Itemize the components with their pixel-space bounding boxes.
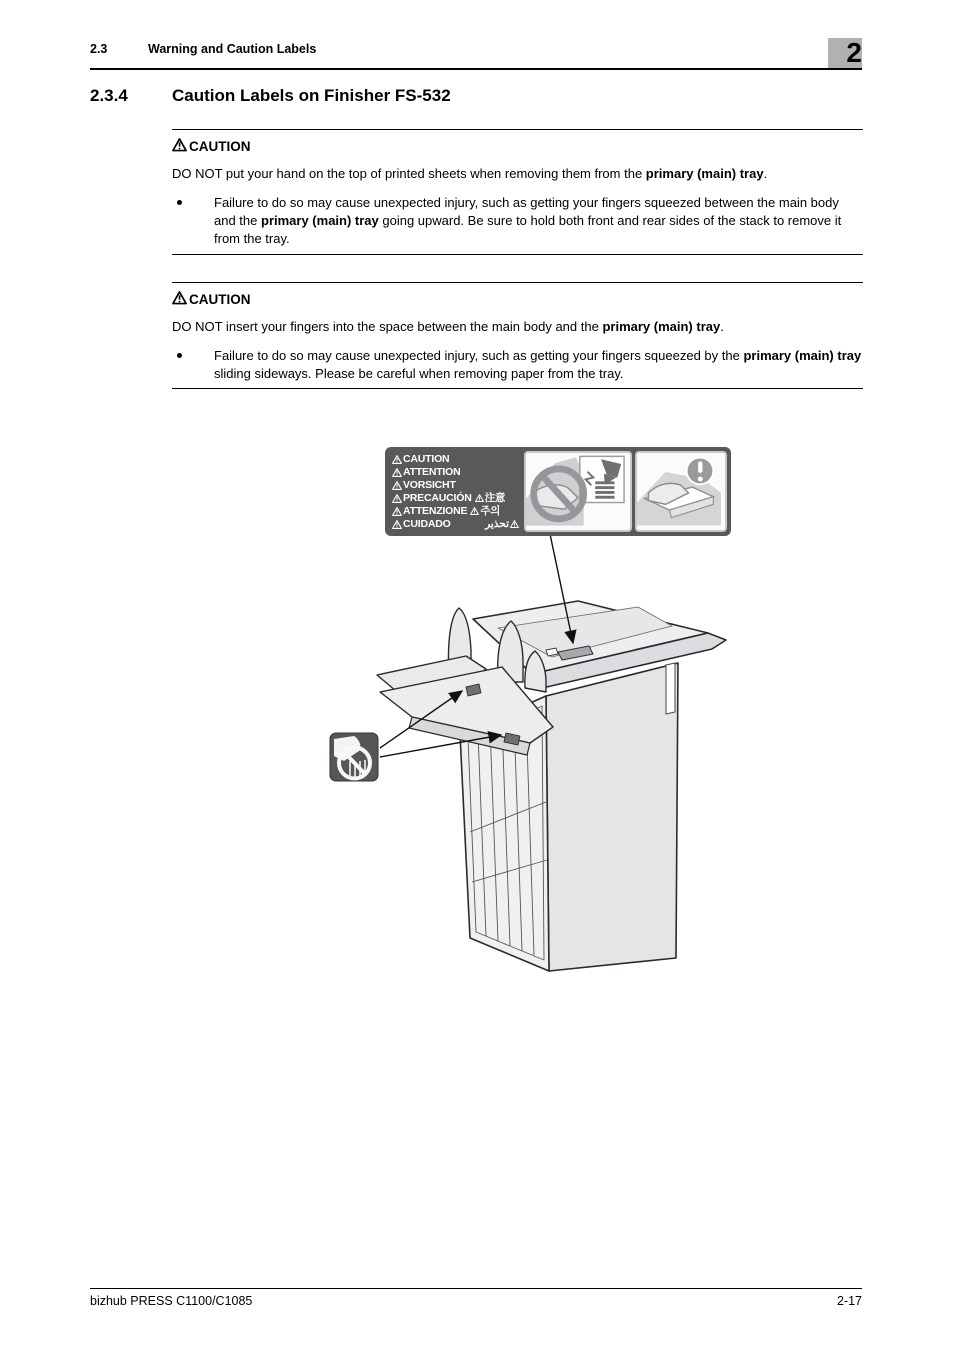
plate-word: VORSICHT	[403, 479, 456, 491]
body-text: Failure to do so may cause unexpected injury, such as getting your fingers squeezed by the	[214, 347, 744, 363]
pictogram-hold-stack	[635, 451, 727, 532]
warning-triangle-icon	[172, 138, 187, 155]
caution-intro	[172, 166, 863, 182]
plate-line	[392, 492, 521, 504]
caution-heading-label: CAUTION	[189, 138, 251, 154]
pinch-hazard-art	[526, 453, 626, 528]
caution-heading	[172, 291, 863, 308]
caution-label-plate	[385, 447, 731, 536]
body-text: .	[763, 165, 768, 181]
bullet-item	[172, 347, 863, 383]
warning-triangle-icon	[392, 494, 402, 503]
section-heading-number: 2.3.4	[90, 86, 128, 105]
body-text: Failure to do so may cause unexpected injury, such as getting your fingers squeezed between the main body and the	[214, 194, 839, 228]
header-section-title: Warning and Caution Labels	[148, 42, 317, 56]
finisher-diagram	[320, 430, 880, 990]
footer-model: bizhub PRESS C1100/C1085	[90, 1294, 253, 1308]
warning-triangle-icon	[510, 520, 519, 528]
footer-page-number: 2-17	[836, 1294, 862, 1308]
caution-heading-label: CAUTION	[189, 291, 251, 307]
warning-triangle-icon	[392, 520, 402, 529]
bullet-text	[214, 194, 863, 248]
hold-stack-art	[637, 453, 721, 528]
caution-block	[172, 129, 863, 255]
footer-rule	[90, 1288, 862, 1289]
caution-block	[172, 282, 863, 389]
plate-word: ATTENZIONE	[403, 505, 468, 517]
emphasis-text: primary (main) tray	[645, 165, 764, 181]
body-text: sliding sideways. Please be careful when removing paper from the tray.	[214, 365, 624, 381]
plate-line	[392, 453, 521, 465]
warning-triangle-icon	[475, 494, 484, 502]
warning-triangle-icon	[470, 507, 479, 515]
plate-extra-language	[485, 518, 519, 530]
pictogram-no-reaching	[524, 451, 632, 532]
handle-slot	[666, 663, 675, 714]
emphasis-text: primary (main) tray	[602, 318, 721, 334]
no-hand-prohibition-icon	[330, 733, 378, 781]
body-text: DO NOT put your hand on the top of printed sheets when removing them from the	[172, 165, 646, 181]
body-text: DO NOT insert your fingers into the space between the main body and the	[172, 318, 603, 334]
emphasis-text: primary (main) tray	[261, 212, 379, 228]
plate-line	[392, 479, 521, 491]
body-text: going upward. Be sure to hold both front and rear sides of the stack to remove it from the tray.	[214, 212, 842, 246]
plate-word: PRECAUCIÓN	[403, 492, 472, 504]
bullet-dot	[177, 353, 182, 358]
plate-line	[392, 466, 521, 478]
plate-extra-word: 주의	[480, 505, 501, 517]
bullet-text	[214, 347, 863, 383]
plate-extra-word: تحذير	[485, 518, 509, 530]
warning-triangle-icon	[392, 507, 402, 516]
plate-word: ATTENTION	[403, 466, 461, 478]
plate-line	[392, 505, 521, 517]
plate-extra-word: 注意	[484, 492, 506, 504]
caution-heading	[172, 138, 863, 155]
section-heading-title: Caution Labels on Finisher FS-532	[172, 86, 451, 105]
caution-label-text	[389, 451, 521, 532]
bullet-dot	[177, 200, 182, 205]
plate-extra-language	[470, 505, 500, 517]
plate-line	[392, 518, 521, 530]
bullet-item	[172, 194, 863, 248]
plate-extra-language	[475, 492, 506, 504]
plate-word: CAUTION	[403, 453, 450, 465]
header-section-number: 2.3	[90, 42, 108, 56]
header-rule	[90, 68, 862, 70]
body-text: .	[720, 318, 724, 334]
affixed-small-label-top	[546, 648, 558, 656]
chapter-number: 2	[846, 37, 862, 68]
warning-triangle-icon	[392, 468, 402, 477]
emphasis-text: primary (main) tray	[743, 347, 862, 363]
warning-triangle-icon	[172, 291, 187, 308]
plate-word: CUIDADO	[403, 518, 451, 530]
caution-intro	[172, 319, 863, 335]
warning-triangle-icon	[392, 455, 402, 464]
warning-triangle-icon	[392, 481, 402, 490]
